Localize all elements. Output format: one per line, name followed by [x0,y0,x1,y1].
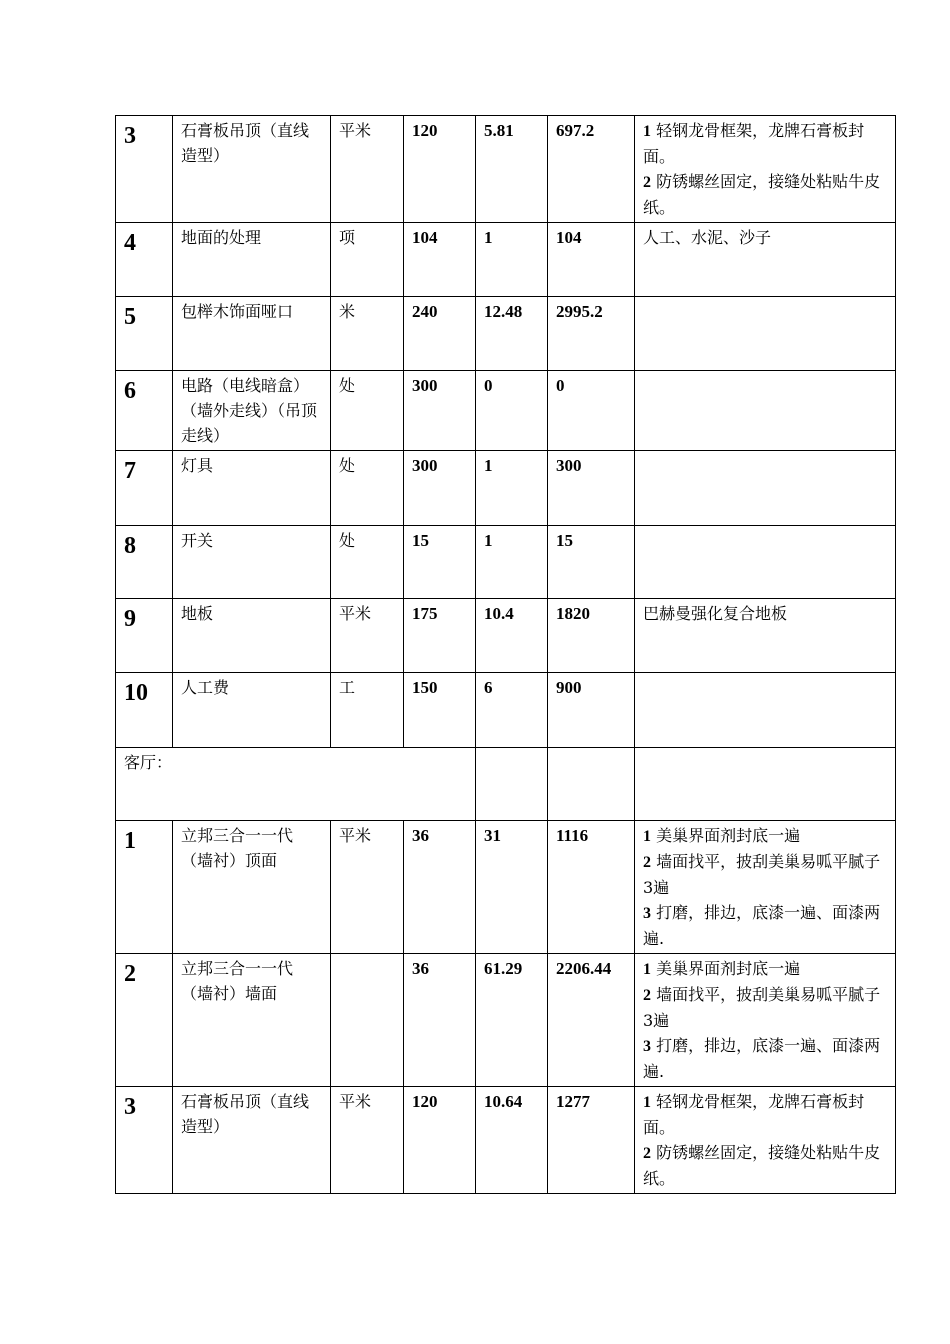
item-description [635,526,896,599]
item-qty: 5.81 [476,116,548,223]
item-qty: 10.64 [476,1087,548,1194]
item-unit: 平米 [331,1087,404,1194]
description-line: 3 打磨，排边，底漆一遍、面漆两遍. [643,903,881,948]
table-row [116,297,896,371]
item-total: 900 [548,673,635,748]
item-qty: 1 [476,451,548,526]
empty-cell [635,748,896,821]
description-line: 1 美巢界面剂封底一遍 [643,826,801,845]
table-row [116,116,896,223]
item-unit: 处 [331,451,404,526]
item-total: 2995.2 [548,297,635,371]
quote-table-body [116,116,896,1194]
section-row [116,748,896,821]
table-row [116,223,896,297]
quote-table [115,115,896,1194]
empty-cell [548,748,635,821]
item-price: 15 [404,526,476,599]
item-price: 36 [404,821,476,954]
item-unit: 米 [331,297,404,371]
table-row [116,954,896,1087]
item-total: 2206.44 [548,954,635,1087]
item-description [635,1087,896,1194]
item-qty: 6 [476,673,548,748]
item-description [635,451,896,526]
item-price: 300 [404,451,476,526]
item-number: 7 [116,451,173,526]
item-unit: 处 [331,526,404,599]
item-description: 巴赫曼强化复合地板 [635,599,896,673]
item-number: 6 [116,371,173,451]
item-unit: 平米 [331,821,404,954]
item-name: 地面的处理 [173,223,331,297]
table-row [116,1087,896,1194]
item-total: 1277 [548,1087,635,1194]
table-row [116,673,896,748]
item-total: 15 [548,526,635,599]
description-line: 2 防锈螺丝固定，接缝处粘贴牛皮纸。 [643,1143,881,1188]
item-price: 104 [404,223,476,297]
item-number: 3 [116,116,173,223]
section-label-living-room: 客厅： [116,748,476,821]
item-qty: 31 [476,821,548,954]
item-total: 0 [548,371,635,451]
item-name: 石膏板吊顶（直线造型） [173,116,331,223]
item-qty: 0 [476,371,548,451]
empty-cell [476,748,548,821]
item-price: 120 [404,1087,476,1194]
description-line: 1 轻钢龙骨框架，龙牌石膏板封面。 [643,121,865,166]
item-description [635,116,896,223]
item-number: 9 [116,599,173,673]
table-row [116,821,896,954]
item-number: 3 [116,1087,173,1194]
table-row [116,526,896,599]
description-line: 2 防锈螺丝固定，接缝处粘贴牛皮纸。 [643,172,881,217]
item-description [635,673,896,748]
description-line: 2 墙面找平，披刮美巢易呱平腻子3遍 [643,985,881,1030]
table-row [116,451,896,526]
table-row [116,371,896,451]
item-description [635,371,896,451]
item-name: 立邦三合一一代（墙衬）顶面 [173,821,331,954]
item-qty: 1 [476,526,548,599]
item-price: 120 [404,116,476,223]
item-price: 36 [404,954,476,1087]
item-unit: 平米 [331,116,404,223]
item-description [635,821,896,954]
item-number: 1 [116,821,173,954]
item-number: 4 [116,223,173,297]
item-price: 300 [404,371,476,451]
item-qty: 12.48 [476,297,548,371]
item-name: 电路（电线暗盒）（墙外走线）（吊顶走线） [173,371,331,451]
description-line: 1 美巢界面剂封底一遍 [643,959,801,978]
item-name: 地板 [173,599,331,673]
item-total: 697.2 [548,116,635,223]
item-number: 2 [116,954,173,1087]
item-unit: 工 [331,673,404,748]
description-line: 2 墙面找平，披刮美巢易呱平腻子3遍 [643,852,881,897]
item-name: 灯具 [173,451,331,526]
item-description [635,297,896,371]
item-price: 240 [404,297,476,371]
item-name: 人工费 [173,673,331,748]
item-number: 10 [116,673,173,748]
item-description: 人工、水泥、沙子 [635,223,896,297]
item-total: 300 [548,451,635,526]
item-name: 石膏板吊顶（直线造型） [173,1087,331,1194]
item-total: 104 [548,223,635,297]
item-qty: 61.29 [476,954,548,1087]
item-price: 150 [404,673,476,748]
item-unit: 平米 [331,599,404,673]
item-number: 5 [116,297,173,371]
item-unit: 处 [331,371,404,451]
item-total: 1820 [548,599,635,673]
item-unit: 项 [331,223,404,297]
item-qty: 10.4 [476,599,548,673]
item-description [635,954,896,1087]
description-line: 1 轻钢龙骨框架，龙牌石膏板封面。 [643,1092,865,1137]
item-unit [331,954,404,1087]
item-number: 8 [116,526,173,599]
description-line: 3 打磨，排边，底漆一遍、面漆两遍. [643,1036,881,1081]
table-row [116,599,896,673]
item-price: 175 [404,599,476,673]
item-name: 包榉木饰面哑口 [173,297,331,371]
item-qty: 1 [476,223,548,297]
item-total: 1116 [548,821,635,954]
item-name: 立邦三合一一代（墙衬）墙面 [173,954,331,1087]
item-name: 开关 [173,526,331,599]
